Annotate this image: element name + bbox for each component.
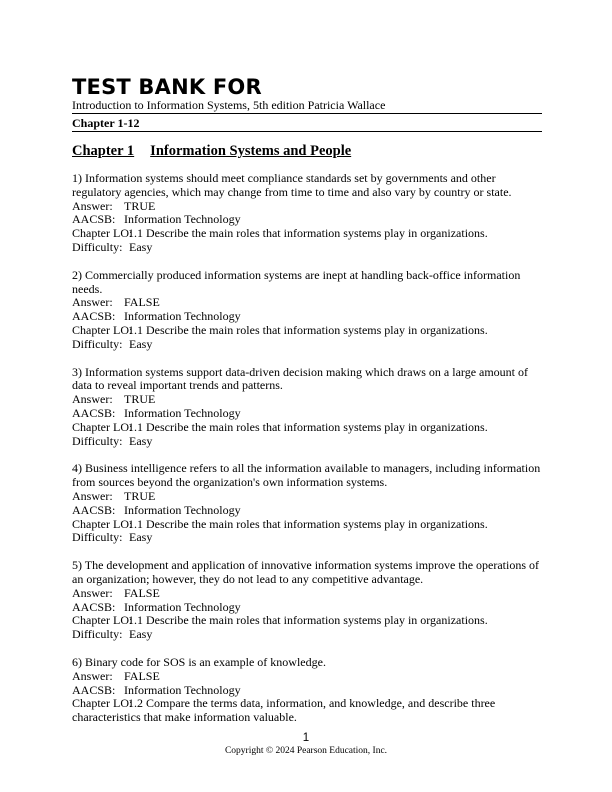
- question-item: [72, 366, 544, 449]
- answer-label: Answer:: [72, 488, 113, 503]
- difficulty-label: Difficulty:: [72, 627, 123, 642]
- difficulty-row: [72, 338, 544, 352]
- difficulty-value: Easy: [129, 433, 153, 448]
- answer-label: Answer:: [72, 392, 113, 407]
- answer-row: [72, 490, 544, 504]
- question-text: regulatory agencies, which may change from time to time and also vary by country or state.: [72, 184, 512, 199]
- chapter-lo-label: Chapter LO:: [72, 322, 133, 337]
- difficulty-row: [72, 241, 544, 255]
- answer-row: [72, 200, 544, 214]
- question-item: [72, 559, 544, 642]
- chapter-lo-value: 1.1 Describe the main roles that information systems play in organizations.: [128, 322, 488, 337]
- aacsb-label: AACSB:: [72, 599, 116, 614]
- aacsb-row: [72, 407, 544, 421]
- aacsb-label: AACSB:: [72, 309, 116, 324]
- chapter-lo-value: 1.1 Describe the main roles that information systems play in organizations.: [128, 226, 488, 241]
- chapter-lo-value: 1.1 Describe the main roles that information systems play in organizations.: [128, 516, 488, 531]
- answer-value: TRUE: [124, 198, 156, 213]
- answer-row: [72, 587, 544, 601]
- chapter-lo-row: [72, 324, 544, 338]
- difficulty-row: [72, 531, 544, 545]
- difficulty-label: Difficulty:: [72, 336, 123, 351]
- aacsb-label: AACSB:: [72, 405, 116, 420]
- copyright-notice: Copyright © 2024 Pearson Education, Inc.: [224, 746, 388, 756]
- answer-label: Answer:: [72, 668, 113, 683]
- question-text: 1) Information systems should meet compliance standards set by governments and other: [72, 171, 496, 185]
- difficulty-value: Easy: [129, 336, 153, 351]
- aacsb-row: [72, 601, 544, 615]
- chapter-lo-label: Chapter LO:: [72, 516, 133, 531]
- aacsb-value: Information Technology: [124, 502, 241, 517]
- difficulty-row: [72, 628, 544, 642]
- chapter-name: Information Systems and People: [150, 143, 352, 159]
- difficulty-label: Difficulty:: [72, 530, 123, 545]
- difficulty-value: Easy: [129, 239, 153, 254]
- aacsb-value: Information Technology: [124, 599, 241, 614]
- aacsb-label: AACSB:: [72, 682, 116, 697]
- chapter-lo-value: 1.1 Describe the main roles that information systems play in organizations.: [128, 613, 488, 628]
- question-text: needs.: [72, 281, 103, 296]
- document-title: TEST BANK FOR: [72, 75, 262, 99]
- aacsb-value: Information Technology: [124, 212, 241, 227]
- chapter-lo-row: [72, 421, 544, 435]
- answer-value: TRUE: [124, 488, 156, 503]
- chapter-lo-row: [72, 614, 544, 628]
- answer-label: Answer:: [72, 585, 113, 600]
- header-divider: [72, 113, 542, 114]
- aacsb-value: Information Technology: [124, 682, 241, 697]
- question-text: data to reveal important trends and patterns.: [72, 378, 283, 393]
- aacsb-row: [72, 684, 544, 698]
- question-item: [72, 462, 544, 545]
- document-subtitle: Introduction to Information Systems, 5th edition Patricia Wallace: [72, 98, 386, 112]
- answer-value: FALSE: [124, 585, 160, 600]
- aacsb-row: [72, 504, 544, 518]
- aacsb-row: [72, 213, 544, 227]
- chapter-lo-row: [72, 697, 544, 711]
- answer-row: [72, 393, 544, 407]
- question-text: 3) Information systems support data-driven decision making which draws on a large amount of: [72, 364, 529, 379]
- question-item: [72, 269, 544, 352]
- chapter-lo-label: Chapter LO:: [72, 696, 133, 711]
- chapter-lo-row: [72, 227, 544, 241]
- answer-value: FALSE: [124, 668, 160, 683]
- question-text: an organization; however, they do not lead to any competitive advantage.: [72, 571, 424, 586]
- chapter-lo-value: 1.1 Describe the main roles that information systems play in organizations.: [128, 419, 488, 434]
- question-text: 5) The development and application of innovative information systems improve the operations of: [72, 558, 539, 573]
- difficulty-value: Easy: [129, 530, 153, 545]
- question-text: 2) Commercially produced information systems are inept at handling back-office information: [72, 267, 521, 282]
- answer-row: [72, 296, 544, 310]
- aacsb-label: AACSB:: [72, 212, 116, 227]
- answer-row: [72, 670, 544, 684]
- chapter-range: Chapter 1-12: [72, 116, 140, 130]
- aacsb-label: AACSB:: [72, 502, 116, 517]
- question-text: 6) Binary code for SOS is an example of knowledge.: [72, 654, 326, 669]
- chapter-lo-label: Chapter LO:: [72, 613, 133, 628]
- aacsb-value: Information Technology: [124, 405, 241, 420]
- answer-label: Answer:: [72, 198, 113, 213]
- chapter-lo-label: Chapter LO:: [72, 226, 133, 241]
- question-list: [72, 172, 544, 739]
- question-text: 4) Business intelligence refers to all the information available to managers, including information: [72, 461, 541, 476]
- aacsb-value: Information Technology: [124, 309, 241, 324]
- chapter-heading: [72, 142, 351, 160]
- difficulty-label: Difficulty:: [72, 433, 123, 448]
- chapter-lo-label: Chapter LO:: [72, 419, 133, 434]
- header-divider-bottom: [72, 131, 542, 132]
- answer-label: Answer:: [72, 295, 113, 310]
- difficulty-row: [72, 435, 544, 449]
- chapter-lo-continuation: characteristics that make information valuable.: [72, 710, 297, 725]
- question-item: [72, 172, 544, 255]
- aacsb-row: [72, 310, 544, 324]
- difficulty-value: Easy: [129, 627, 153, 642]
- page-number: 1: [302, 732, 310, 744]
- answer-value: FALSE: [124, 295, 160, 310]
- chapter-lo-value: 1.2 Compare the terms data, information, and knowledge, and describe three: [128, 696, 496, 711]
- difficulty-label: Difficulty:: [72, 239, 123, 254]
- chapter-number: Chapter 1: [72, 143, 135, 159]
- chapter-lo-row: [72, 518, 544, 532]
- answer-value: TRUE: [124, 392, 156, 407]
- question-text: from sources beyond the organization's own information systems.: [72, 475, 388, 490]
- question-item: [72, 656, 544, 725]
